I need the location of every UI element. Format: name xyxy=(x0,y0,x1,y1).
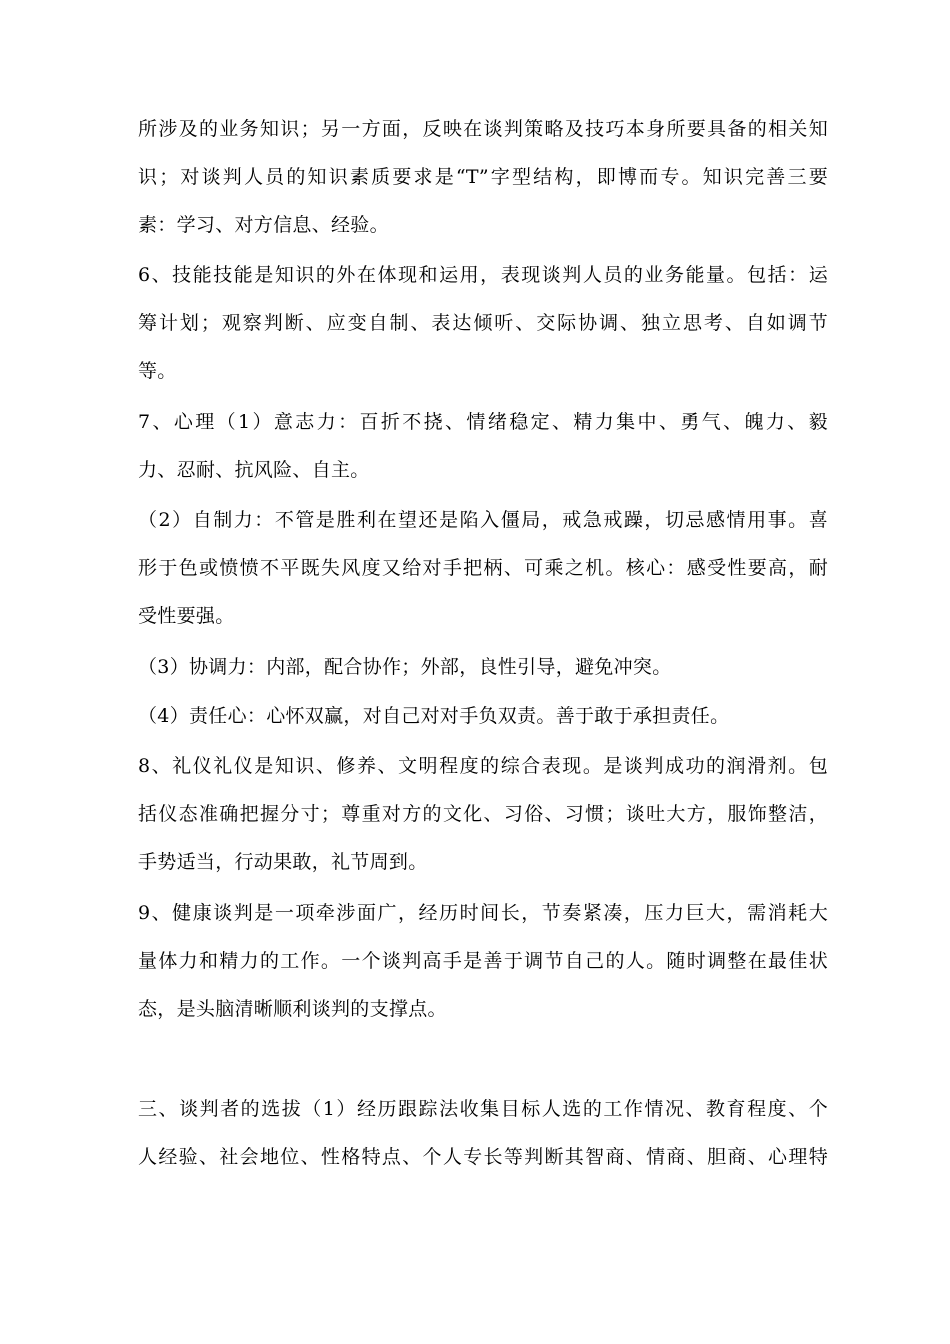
text-line: 三、谈判者的选拔（1）经历跟踪法收集目标人选的工作情况、教育程度、个 xyxy=(138,1098,828,1120)
text-line: 受性要强。 xyxy=(138,605,235,627)
text-line: 所涉及的业务知识；另一方面，反映在谈判策略及技巧本身所要具备的相关知 xyxy=(138,118,828,140)
text-line: 识；对谈判人员的知识素质要求是“T”字型结构，即博而专。知识完善三要 xyxy=(138,166,828,188)
text-line: 9、健康谈判是一项牵涉面广，经历时间长，节奏紧凑，压力巨大，需消耗大 xyxy=(138,902,828,924)
paragraph-psychology-willpower xyxy=(138,398,828,494)
text-line: 素：学习、对方信息、经验。 xyxy=(138,214,389,236)
paragraph-knowledge-continued xyxy=(138,105,828,249)
text-line: 态，是头脑清晰顺利谈判的支撑点。 xyxy=(138,998,447,1020)
text-line: 形于色或愤愤不平既失风度又给对手把柄、可乘之机。核心：感受性要高，耐 xyxy=(138,557,828,579)
text-line: 7、心理（1）意志力：百折不挠、情绪稳定、精力集中、勇气、魄力、毅 xyxy=(138,411,828,433)
text-line: 等。 xyxy=(138,360,177,382)
text-line: 人经验、社会地位、性格特点、个人专长等判断其智商、情商、胆商、心理特 xyxy=(138,1146,828,1168)
paragraph-health xyxy=(138,889,828,1033)
paragraph-etiquette xyxy=(138,742,828,886)
text-line: 手势适当，行动果敢，礼节周到。 xyxy=(138,851,428,873)
text-line: 筹计划；观察判断、应变自制、表达倾听、交际协调、独立思考、自如调节 xyxy=(138,312,828,334)
text-line: （3）协调力：内部，配合协作；外部，良性引导，避免冲突。 xyxy=(138,656,672,678)
text-line: 括仪态准确把握分寸；尊重对方的文化、习俗、习惯；谈吐大方，服饰整洁， xyxy=(138,803,828,825)
paragraph-self-control xyxy=(138,496,828,640)
text-line: （2）自制力：不管是胜利在望还是陷入僵局，戒急戒躁，切忌感情用事。喜 xyxy=(138,509,828,531)
text-line: （4）责任心：心怀双赢，对自己对对手负双责。善于敢于承担责任。 xyxy=(138,705,730,727)
text-line: 6、技能技能是知识的外在体现和运用，表现谈判人员的业务能量。包括：运 xyxy=(138,264,828,286)
paragraph-responsibility xyxy=(138,692,828,740)
paragraph-skills xyxy=(138,251,828,395)
text-line: 量体力和精力的工作。一个谈判高手是善于调节自己的人。随时调整在最佳状 xyxy=(138,950,828,972)
paragraph-negotiator-selection xyxy=(138,1085,828,1181)
text-line: 8、礼仪礼仪是知识、修养、文明程度的综合表现。是谈判成功的润滑剂。包 xyxy=(138,755,828,777)
text-line: 力、忍耐、抗风险、自主。 xyxy=(138,459,370,481)
paragraph-coordination xyxy=(138,643,828,691)
